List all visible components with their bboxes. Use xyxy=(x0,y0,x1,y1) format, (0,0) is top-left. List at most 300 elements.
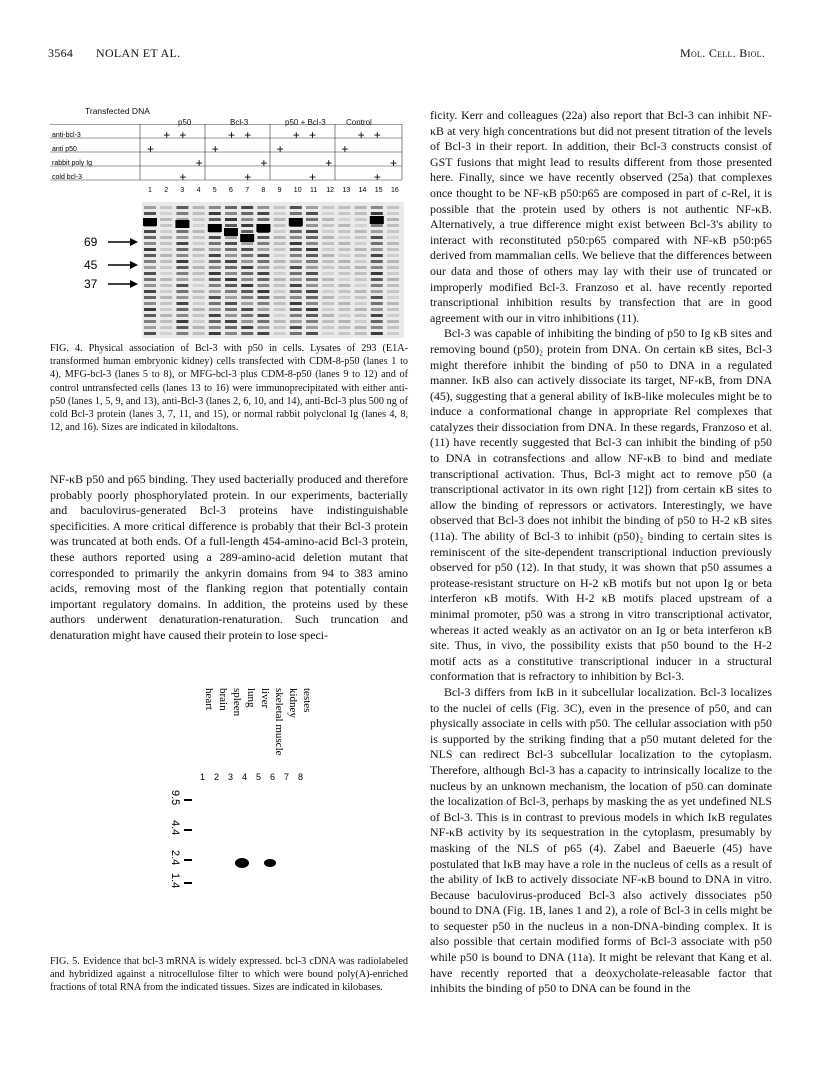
fig4-gel-band xyxy=(257,242,269,245)
fig4-gel-band xyxy=(387,272,399,275)
fig4-gel-band xyxy=(209,218,221,221)
fig4-gel-band xyxy=(274,230,286,233)
fig4-gel-band xyxy=(387,284,399,287)
fig4-gel-band xyxy=(144,266,156,269)
fig4-gel-band xyxy=(274,308,286,311)
fig4-gel-band xyxy=(322,248,334,251)
fig4-gel-band xyxy=(322,230,334,233)
fig4-gel-band xyxy=(176,206,188,209)
fig4-gel-band xyxy=(209,320,221,323)
fig5-lane-number: 2 xyxy=(214,772,220,782)
fig4-gel-band xyxy=(144,278,156,281)
fig4-lane-number: 8 xyxy=(261,187,266,194)
fig4-gel-band xyxy=(290,302,302,305)
fig4-plus-mark: + xyxy=(260,156,268,170)
fig4-gel-band xyxy=(160,314,172,317)
fig4-gel-band xyxy=(176,272,188,275)
fig4-gel-band xyxy=(193,290,205,293)
fig4-gel-band xyxy=(322,224,334,227)
fig4-gel-band xyxy=(160,290,172,293)
fig4-gel-band xyxy=(371,236,383,239)
fig4-gel-band xyxy=(176,266,188,269)
fig4-gel-band xyxy=(225,266,237,269)
fig4-gel-band xyxy=(274,260,286,263)
fig4-gel-band xyxy=(225,212,237,215)
fig4-gel-band xyxy=(209,212,221,215)
fig4-gel-band xyxy=(176,320,188,323)
fig4-gel-band xyxy=(241,296,253,299)
fig4-gel-band xyxy=(322,308,334,311)
fig4-gel-band xyxy=(274,296,286,299)
fig4-gel-band xyxy=(290,332,302,335)
fig4-gel-band xyxy=(387,326,399,329)
fig4-gel-band xyxy=(160,206,172,209)
fig4-gel-band xyxy=(257,206,269,209)
fig4-gel-band xyxy=(193,308,205,311)
fig4-gel-band xyxy=(144,242,156,245)
fig4-gel-band xyxy=(225,284,237,287)
fig4-arrow-head xyxy=(130,238,138,246)
fig4-gel-band xyxy=(209,260,221,263)
fig4-plus-mark: + xyxy=(211,142,219,156)
fig4-plus-mark: + xyxy=(390,156,398,170)
fig4-gel-band xyxy=(241,308,253,311)
fig4-gel-band xyxy=(193,332,205,335)
fig4-gel-band xyxy=(144,272,156,275)
fig4-gel-band xyxy=(225,314,237,317)
fig4-gel-band xyxy=(257,236,269,239)
fig5-tissue-label: kidney xyxy=(287,688,299,718)
fig5-tissue-label: testes xyxy=(301,688,313,713)
fig4-gel-band xyxy=(225,290,237,293)
fig4-gel-band xyxy=(241,314,253,317)
fig4-gel-band xyxy=(290,230,302,233)
fig4-gel-band xyxy=(274,266,286,269)
fig4-gel-band xyxy=(338,296,350,299)
fig4-gel-band xyxy=(274,314,286,317)
fig4-gel-band xyxy=(274,272,286,275)
fig4-gel-band xyxy=(193,206,205,209)
paragraph: ficity. Kerr and colleagues (22a) also report that Bcl-3 can inhibit NF-κB at very high concentrations but did not present titration of the levels of Bcl-3 in their report. In addition, their Bcl-3 constructs consist of GST fusions that might lead to results different from those presented here. Finally, since we have recently observed (25a) that complexes once thought to be NF-κB p50:p65 are composed in part of c-Rel, it is possible that the protein used by others is not authentic NF-κB. Alternatively, a true difference might exist between Bcl-3's ability to interact with reconstituted p50:p65 compared with NF-κB p50:p65 derived from mammalian cells. We believe that the differences between our data and those of others may lay with their use of truncated or improperly modified Bcl-3. Franzoso et al. have recently reported transcriptional inhibition results by transfection that are in good agreement with our in vitro inhibitions (11). xyxy=(430,108,772,325)
fig4-gel-band xyxy=(193,242,205,245)
fig4-gel-band xyxy=(322,296,334,299)
fig4-gel-band xyxy=(322,284,334,287)
fig4-gel-band xyxy=(176,212,188,215)
fig4-gel-band xyxy=(370,216,384,224)
fig5-lane-number: 8 xyxy=(298,772,304,782)
fig4-gel-band xyxy=(371,230,383,233)
fig4-gel-band xyxy=(387,278,399,281)
fig5-size-marker: 1.4 xyxy=(169,873,181,889)
fig4-gel-band xyxy=(306,236,318,239)
fig4-gel-band xyxy=(306,332,318,335)
fig4-gel-band xyxy=(290,284,302,287)
fig4-gel-band xyxy=(225,206,237,209)
fig4-gel-band xyxy=(371,266,383,269)
fig4-gel-band xyxy=(306,284,318,287)
fig4-gel-band xyxy=(371,326,383,329)
fig4-gel-band xyxy=(387,320,399,323)
fig4-plus-mark: + xyxy=(195,156,203,170)
fig4-gel-band xyxy=(306,272,318,275)
fig4-gel-band xyxy=(371,254,383,257)
fig5-tissue-label: lung xyxy=(245,688,257,708)
fig4-gel-band xyxy=(387,230,399,233)
fig4-lane-number: 9 xyxy=(277,187,282,194)
fig4-gel-band xyxy=(209,206,221,209)
fig4-lane-number: 2 xyxy=(164,187,169,194)
fig4-lane-number: 11 xyxy=(310,187,318,194)
paragraph: NF-κB p50 and p65 binding. They used bacterially produced and therefore probably poorly phosphorylated protein. In our experiments, bacterially and baculovirus-generated Bcl-3 proteins have indistinguishable specificities. A more critical difference is probably that their Bcl-3 protein was truncated at both ends. Of a full-length 454-amino-acid Bcl-3 protein, these authors reported using a 289-amino-acid deletion mutant that corresponded to primarily the ankyrin domains from 94 to 383 amino acids, removing most of the flanking region that potentially contain important regulatory domains. In addition, the proteins used by these authors underwent denaturation-renaturation. Such truncation and denaturation might have caused their protein to lose speci- xyxy=(50,472,408,642)
fig4-plus-mark: + xyxy=(309,170,317,184)
fig4-lane-number: 14 xyxy=(358,187,367,194)
fig4-gel-band xyxy=(274,302,286,305)
fig4-lane-number: 1 xyxy=(148,187,152,194)
fig4-gel-band xyxy=(274,326,286,329)
fig4-gel-band xyxy=(387,308,399,311)
fig4-gel-band xyxy=(241,302,253,305)
fig4-gel-band xyxy=(193,224,205,227)
running-authors: NOLAN ET AL. xyxy=(96,46,181,60)
fig4-gel-band xyxy=(306,224,318,227)
fig4-gel-band xyxy=(371,206,383,209)
fig4-gel-band xyxy=(193,230,205,233)
fig4-gel-band xyxy=(176,332,188,335)
fig4-gel-band xyxy=(257,278,269,281)
fig4-gel-band xyxy=(290,260,302,263)
fig4-gel-band xyxy=(209,236,221,239)
figure-4 xyxy=(50,100,410,340)
fig4-gel-band xyxy=(338,314,350,317)
fig4-arrow-head xyxy=(130,280,138,288)
fig4-gel-band xyxy=(144,284,156,287)
fig4-gel-band xyxy=(144,230,156,233)
fig4-gel-band xyxy=(193,254,205,257)
fig4-lane-number: 3 xyxy=(180,187,185,194)
fig4-gel-band xyxy=(208,224,222,232)
fig4-gel-band xyxy=(176,296,188,299)
fig4-gel-band xyxy=(160,308,172,311)
fig4-group-label: Control xyxy=(346,118,372,127)
fig4-gel-band xyxy=(225,302,237,305)
fig4-gel-band xyxy=(193,326,205,329)
fig4-gel-band xyxy=(306,296,318,299)
fig4-gel-band xyxy=(290,212,302,215)
fig4-gel-band xyxy=(241,242,253,245)
fig4-gel-band xyxy=(240,234,254,242)
fig4-gel-band xyxy=(355,314,367,317)
fig4-gel-band xyxy=(176,290,188,293)
fig4-gel-band xyxy=(387,206,399,209)
fig5-tissue-label: heart xyxy=(203,688,215,710)
fig4-gel-band xyxy=(322,212,334,215)
fig4-gel-band xyxy=(160,254,172,257)
fig4-lane-number: 6 xyxy=(229,187,233,194)
fig5-lane-number: 6 xyxy=(270,772,276,782)
fig4-gel-band xyxy=(225,308,237,311)
fig4-gel xyxy=(142,202,404,338)
fig4-gel-band xyxy=(209,290,221,293)
fig4-gel-band xyxy=(274,242,286,245)
journal-name: Mol. Cell. Biol. xyxy=(680,46,766,60)
fig4-row-label: anti-bcl-3 xyxy=(52,132,81,139)
fig4-gel-band xyxy=(144,260,156,263)
fig4-gel-band xyxy=(322,314,334,317)
fig4-gel-band xyxy=(160,230,172,233)
fig4-gel-band xyxy=(209,326,221,329)
fig4-gel-band xyxy=(338,248,350,251)
fig4-gel-band xyxy=(306,326,318,329)
fig4-gel-band xyxy=(322,272,334,275)
fig4-gel-band xyxy=(338,218,350,221)
fig4-gel-band xyxy=(209,248,221,251)
fig4-group-label: p50 + Bcl-3 xyxy=(285,118,326,127)
fig4-gel-band xyxy=(387,236,399,239)
fig4-gel-band xyxy=(144,302,156,305)
fig4-gel-band xyxy=(290,320,302,323)
fig4-plus-mark: + xyxy=(276,142,284,156)
fig4-gel-band xyxy=(274,218,286,221)
fig4-lane-number: 15 xyxy=(374,187,383,194)
figure-5 xyxy=(150,680,350,950)
fig4-gel-band xyxy=(355,230,367,233)
fig4-row-label: cold bcl-3 xyxy=(52,174,82,181)
fig4-gel-band xyxy=(144,314,156,317)
fig4-plus-mark: + xyxy=(341,142,349,156)
fig4-gel-band xyxy=(144,254,156,257)
fig4-gel-band xyxy=(209,332,221,335)
fig4-gel-band xyxy=(274,290,286,293)
fig4-gel-band xyxy=(355,206,367,209)
fig4-plus-mark: + xyxy=(244,170,252,184)
fig4-gel-band xyxy=(274,278,286,281)
fig4-gel-band xyxy=(306,206,318,209)
fig4-gel-band xyxy=(241,332,253,335)
fig4-gel-band xyxy=(371,248,383,251)
fig4-gel-band xyxy=(387,218,399,221)
fig5-lane-number: 1 xyxy=(200,772,206,782)
fig4-gel-band xyxy=(322,218,334,221)
right-column xyxy=(430,108,772,997)
fig4-gel-band xyxy=(306,242,318,245)
fig4-gel-band xyxy=(306,248,318,251)
fig4-gel-band xyxy=(338,236,350,239)
fig4-gel-band xyxy=(306,254,318,257)
fig4-gel-band xyxy=(257,212,269,215)
fig4-gel-band xyxy=(306,266,318,269)
fig4-gel-band xyxy=(338,212,350,215)
fig4-gel-band xyxy=(144,236,156,239)
fig4-gel-band xyxy=(160,266,172,269)
fig4-plus-mark: + xyxy=(179,128,187,142)
fig5-lane-number: 3 xyxy=(228,772,234,782)
fig4-gel-band xyxy=(176,284,188,287)
fig4-gel-band xyxy=(160,248,172,251)
fig4-gel-band xyxy=(225,254,237,257)
fig4-gel-band xyxy=(176,254,188,257)
fig4-gel-band xyxy=(338,230,350,233)
fig5-lane-number: 5 xyxy=(256,772,262,782)
fig4-gel-band xyxy=(338,302,350,305)
fig4-gel-band xyxy=(387,302,399,305)
fig4-gel-band xyxy=(387,242,399,245)
fig4-gel-band xyxy=(274,284,286,287)
fig4-gel-band xyxy=(209,242,221,245)
fig4-gel-band xyxy=(371,278,383,281)
fig4-plus-mark: + xyxy=(179,170,187,184)
fig4-gel-band xyxy=(371,260,383,263)
fig4-gel-band xyxy=(355,320,367,323)
fig4-gel-band xyxy=(355,260,367,263)
fig4-gel-band xyxy=(144,290,156,293)
fig4-gel-band xyxy=(225,242,237,245)
fig4-gel-band xyxy=(306,320,318,323)
fig4-gel-band xyxy=(241,320,253,323)
fig4-gel-band xyxy=(338,272,350,275)
fig4-gel-band xyxy=(225,326,237,329)
fig4-row-label: anti p50 xyxy=(52,146,77,153)
fig4-gel-band xyxy=(355,290,367,293)
fig5-size-marker: 4.4 xyxy=(169,820,181,836)
fig4-gel-band xyxy=(355,212,367,215)
fig4-gel-band xyxy=(175,220,189,228)
fig4-gel-band xyxy=(209,284,221,287)
fig4-gel-band xyxy=(387,248,399,251)
fig4-gel-band xyxy=(290,290,302,293)
fig4-gel-band xyxy=(256,224,270,232)
fig4-group-label: p50 xyxy=(178,118,192,127)
fig4-gel-band xyxy=(338,284,350,287)
fig4-gel-band xyxy=(355,218,367,221)
fig4-gel-band xyxy=(257,308,269,311)
fig4-gel-band xyxy=(144,320,156,323)
fig4-gel-band xyxy=(371,332,383,335)
fig4-gel-band xyxy=(241,248,253,251)
fig4-gel-band xyxy=(306,314,318,317)
fig4-gel-band xyxy=(290,308,302,311)
fig4-gel-band xyxy=(274,332,286,335)
fig4-gel-band xyxy=(160,242,172,245)
fig4-gel-band xyxy=(371,242,383,245)
fig4-gel-band xyxy=(257,332,269,335)
fig4-gel-band xyxy=(274,236,286,239)
fig4-plus-mark: + xyxy=(228,128,236,142)
fig4-gel-band xyxy=(257,320,269,323)
fig4-plus-mark: + xyxy=(373,128,381,142)
fig5-lane-number: 7 xyxy=(284,772,290,782)
fig4-gel-band xyxy=(193,314,205,317)
fig4-gel-band xyxy=(322,326,334,329)
fig4-gel-band xyxy=(160,260,172,263)
fig4-gel-band xyxy=(257,260,269,263)
fig4-gel-band xyxy=(306,218,318,221)
fig4-gel-band xyxy=(144,308,156,311)
fig4-gel-band xyxy=(241,230,253,233)
page-number: 3564 xyxy=(48,46,74,60)
fig4-gel-band xyxy=(176,236,188,239)
fig4-gel-band xyxy=(338,278,350,281)
fig4-gel-band xyxy=(241,218,253,221)
fig4-gel-band xyxy=(257,284,269,287)
fig4-gel-band xyxy=(387,332,399,335)
fig4-gel-band xyxy=(193,248,205,251)
fig4-gel-band xyxy=(274,320,286,323)
fig4-gel-band xyxy=(322,266,334,269)
fig4-gel-band xyxy=(387,314,399,317)
fig4-gel-band xyxy=(144,206,156,209)
fig5-size-marker: 2.4 xyxy=(169,850,181,866)
fig4-gel-band xyxy=(176,314,188,317)
fig4-gel-band xyxy=(144,332,156,335)
fig4-gel-band xyxy=(225,320,237,323)
fig4-gel-band xyxy=(338,242,350,245)
fig4-gel-band xyxy=(306,290,318,293)
fig4-gel-band xyxy=(355,278,367,281)
fig4-gel-band xyxy=(338,320,350,323)
fig4-gel-band xyxy=(322,302,334,305)
fig4-gel-band xyxy=(176,242,188,245)
fig4-plus-mark: + xyxy=(163,128,171,142)
fig4-gel-band xyxy=(290,254,302,257)
fig4-gel-band xyxy=(371,314,383,317)
fig4-gel-band xyxy=(355,254,367,257)
fig4-gel-band xyxy=(225,332,237,335)
fig4-gel-band xyxy=(290,266,302,269)
fig4-lane-number: 7 xyxy=(245,187,250,194)
fig4-gel-band xyxy=(193,212,205,215)
fig4-gel-band xyxy=(322,320,334,323)
fig4-gel-band xyxy=(387,296,399,299)
fig4-gel-band xyxy=(355,224,367,227)
fig4-gel-band xyxy=(176,308,188,311)
fig4-gel-band xyxy=(257,326,269,329)
fig4-gel-band xyxy=(193,218,205,221)
fig4-gel-band xyxy=(193,236,205,239)
fig4-gel-band xyxy=(371,320,383,323)
fig4-gel-band xyxy=(322,332,334,335)
fig5-band xyxy=(235,858,249,868)
fig4-gel-band xyxy=(176,248,188,251)
fig4-gel-band xyxy=(160,332,172,335)
fig4-gel-band xyxy=(176,230,188,233)
fig4-lane-number: 10 xyxy=(293,187,302,194)
fig4-gel-band xyxy=(290,248,302,251)
fig4-gel-band xyxy=(160,326,172,329)
fig4-gel-band xyxy=(209,302,221,305)
fig4-lane-number: 16 xyxy=(391,187,399,194)
fig4-gel-band xyxy=(193,302,205,305)
fig4-gel-band xyxy=(225,236,237,239)
fig4-gel-band xyxy=(241,206,253,209)
fig5-plot xyxy=(150,680,350,950)
fig4-plot xyxy=(50,124,410,340)
fig4-gel-band xyxy=(355,332,367,335)
fig4-gel-band xyxy=(225,218,237,221)
paragraph: Bcl-3 was capable of inhibiting the binding of p50 to Ig κB sites and removing bound (p50)₂ protein from DNA. On certain κB sites, Bcl-3 might therefore inhibit the binding of p50 to DNA in a regulated manner. IκB also can actively dissociate its target, NF-κB, from DNA (45), suggesting that a general ability of IκB-like molecules might be to induce a conformational change in appropriate Rel complexes that catalyzes their dissociation from DNA. In these regards, Franzoso et al. (11) have recently suggested that Bcl-3 can inhibit the binding of p50 to DNA in cotransfections and allow NF-κB to bind and mediate transcriptional activation. Thus, Bcl-3 might act to remove p50 (a transcriptional activator in its own right [12]) from certain κB sites to allow the binding of repressors or activators. Interestingly, we have observed that Bcl-3 does not inhibit the binding of p50 to H-2 κB sites (11a). The ability of Bcl-3 to inhibit (p50)₂ binding to certain sites is reminiscent of the site-dependent transcriptional induction previously observed for p50 (12). In that study, it was shown that p50 assumes a protease-resistant structure on H-2 κB motifs but not upon Ig or beta interferon κB motifs. With H-2 κB motifs placed upstream of a minimal promoter, p50 was a strong in vitro transcriptional activator, whereas it acted weakly as an activator on an Ig or beta interferon κB site. Thus, in vivo, the possibility exists that p50 bound to the H-2 motif acts as a constitutive transcriptional inducer in a structural conformation that is refractory to inhibition by Bcl-3. xyxy=(430,326,772,684)
fig4-gel-band xyxy=(193,296,205,299)
fig4-gel-band xyxy=(225,224,237,227)
fig4-gel-band xyxy=(193,278,205,281)
fig4-gel-band xyxy=(371,272,383,275)
fig4-gel-band xyxy=(306,230,318,233)
fig4-gel-band xyxy=(355,284,367,287)
left-column xyxy=(50,472,408,644)
fig5-tissue-label: spleen xyxy=(231,688,243,717)
fig4-lane-number: 13 xyxy=(342,187,351,194)
fig4-gel-band xyxy=(387,260,399,263)
fig4-gel-band xyxy=(306,260,318,263)
fig4-gel-band xyxy=(387,254,399,257)
